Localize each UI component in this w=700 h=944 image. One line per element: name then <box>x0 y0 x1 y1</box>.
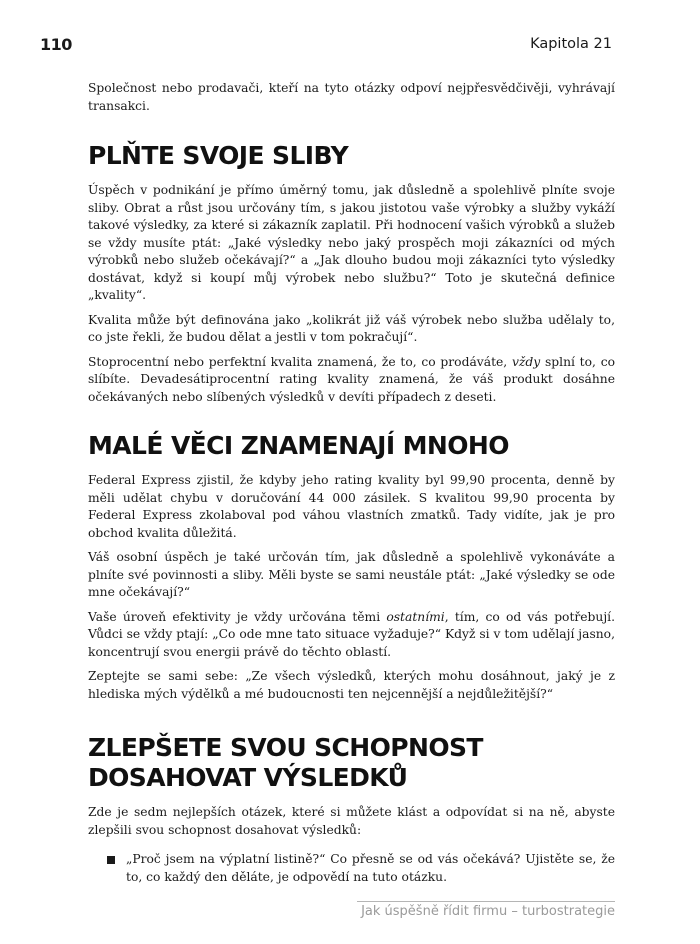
text-run: Vaše úroveň efektivity je vždy určována těmi <box>88 609 387 624</box>
footer-divider <box>357 901 615 902</box>
paragraph: Kvalita může být definována jako „kolikrát již váš výrobek nebo služba udělaly to, co jste řekli, že budou dělat a jestli v tom pokračují“. <box>88 312 615 344</box>
text-run: , tím, co od vás potřebují. Vůdci se vždy ptají: „Co ode mne tato situace vyžaduje?“ Když si v tom udělají jasno, koncentrují svou energii právě do těchto oblastí. <box>88 609 616 659</box>
section-heading-improve-results <box>88 733 615 793</box>
footer-book-title: Jak úspěšně řídit firmu – turbostrategie <box>361 904 615 919</box>
intro-paragraph: Společnost nebo prodavači, kteří na tyto otázky odpoví nejpřesvědčivěji, vyhrávají transakci. <box>88 81 615 113</box>
section-heading-keep-promises: PLŇTE SVOJE SLIBY <box>88 141 349 170</box>
page-content <box>88 80 615 893</box>
text-run: splní to, co slíbíte. Devadesátiprocentní rating kvality znamená, že váš produkt dosáhne očekávaných nebo slíbených výsledků v devíti případech z deseti. <box>88 354 615 404</box>
chapter-label: Kapitola 21 <box>530 36 612 52</box>
paragraph: Zeptejte se sami sebe: „Ze všech výsledků, kterých mohu dosáhnout, jaký je z hlediska mých výdělků a mé budoucnosti ten nejcennější a nejdůležitější?“ <box>88 669 615 701</box>
paragraph: Zde je sedm nejlepších otázek, které si můžete klást a odpovídat si na ně, abyste zlepšili svou schopnost dosahovat výsledků: <box>88 805 615 837</box>
paragraph <box>88 609 615 662</box>
paragraph: Úspěch v podnikání je přímo úměrný tomu, jak důsledně a spolehlivě plníte svoje sliby. Obrat a růst jsou určovány tím, s jakou jistotou vaše výrobky a služby vykáží takové výsledky, za které si zákazník zaplatil. Při hodnocení vašich výrobků a služeb se vždy musíte ptát: „Jaké výsledky nebo jaký prospěch moji zákazníci od mých výrobků nebo služeb očekávají?“ a „Jak dlouho budou moji zákazníci tyto výsledky dostávat, když si koupí můj výrobek nebo službu?“ Toto je skutečná definice „kvality“. <box>88 183 615 302</box>
heading-line: ZLEPŠETE SVOU SCHOPNOST <box>88 733 483 762</box>
list-item-text: „Proč jsem na výplatní listině?“ Co přesně se od vás očekává? Ujistěte se, že to, co každý den děláte, je odpovědí na tuto otázku. <box>126 852 615 884</box>
text-run: Stoprocentní nebo perfektní kvalita znamená, že to, co prodáváte, <box>88 354 512 369</box>
paragraph <box>88 354 615 407</box>
page-number: 110 <box>40 35 72 54</box>
paragraph: Váš osobní úspěch je také určován tím, jak důsledně a spolehlivě vykonáváte a plníte své povinnosti a sliby. Měli byste se sami neustále ptát: „Jaké výsledky se ode mne očekávají?“ <box>88 550 615 599</box>
heading-line: DOSAHOVAT VÝSLEDKŮ <box>88 763 408 792</box>
emphasis: vždy <box>511 354 541 369</box>
emphasis: ostatními <box>386 609 445 624</box>
paragraph: Federal Express zjistil, že kdyby jeho rating kvality byl 99,90 procenta, denně by měli udělat chybu v doručování 44 000 zásilek. S kvalitou 99,90 procenta by Federal Express zkolaboval pod váhou vlastních zmatků. Tady vidíte, jak je pro obchod kvalita důležitá. <box>88 473 615 540</box>
section-heading-small-things: MALÉ VĚCI ZNAMENAJÍ MNOHO <box>88 431 509 460</box>
list-item <box>88 851 615 886</box>
square-bullet-icon <box>107 856 115 864</box>
